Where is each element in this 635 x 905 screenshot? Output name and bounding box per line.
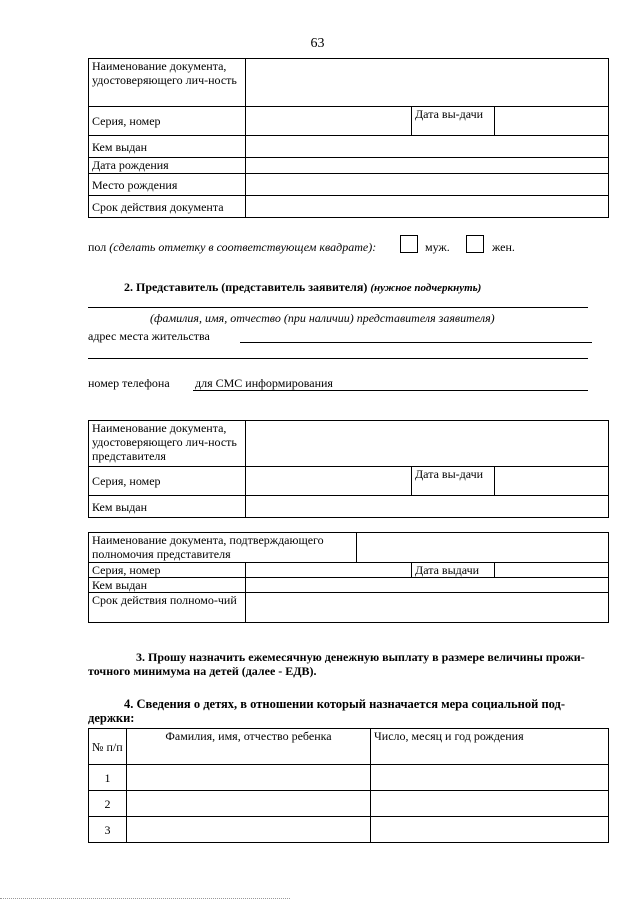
child-birth-field[interactable]	[371, 791, 609, 817]
col-number-header: № п/п	[89, 729, 127, 765]
phone-line[interactable]	[193, 390, 588, 391]
col-birth-header: Число, месяц и год рождения	[371, 729, 609, 765]
representative-document-table	[88, 420, 609, 518]
child-fio-field[interactable]	[127, 817, 371, 843]
authority-validity-label: Срок действия полномо-чий	[89, 593, 246, 623]
rep-series-number-field[interactable]	[246, 467, 412, 496]
table-row	[89, 765, 609, 791]
gender-label: пол	[88, 240, 107, 254]
section-3-line-1: 3. Прошу назначить ежемесячную денежную выплату в размере величины прожи-	[136, 650, 585, 664]
child-birth-field[interactable]	[371, 765, 609, 791]
authority-issued-by-field[interactable]	[246, 578, 609, 593]
section-2-hint: (нужное подчеркнуть)	[370, 282, 482, 294]
female-label: жен.	[492, 240, 515, 254]
authority-validity-field[interactable]	[246, 593, 609, 623]
row-number: 3	[89, 817, 127, 843]
series-number-label: Серия, номер	[89, 107, 246, 136]
representative-name-line[interactable]	[88, 307, 588, 308]
table-header-row	[89, 729, 609, 765]
document-name-label: Наименование документа, удостоверяющего лич-ность	[89, 59, 246, 107]
female-checkbox[interactable]	[466, 235, 484, 253]
authority-document-table	[88, 532, 609, 623]
document-validity-field[interactable]	[246, 196, 609, 218]
male-checkbox[interactable]	[400, 235, 418, 253]
page-number: 63	[310, 36, 325, 51]
gender-hint: (сделать отметку в соответствующем квадрате):	[109, 240, 377, 254]
table-row	[89, 791, 609, 817]
authority-issue-date-field[interactable]	[495, 563, 609, 578]
address-label: адрес места жительства	[88, 329, 210, 343]
children-table	[88, 728, 609, 843]
row-number: 2	[89, 791, 127, 817]
rep-issued-by-field[interactable]	[246, 496, 609, 518]
gender-row	[88, 240, 376, 254]
rep-issue-date-field[interactable]	[495, 467, 609, 496]
rep-issued-by-label: Кем выдан	[89, 496, 246, 518]
section-4-line-2: держки:	[88, 711, 135, 725]
authority-series-number-label: Серия, номер	[89, 563, 246, 578]
birth-date-field[interactable]	[246, 158, 609, 174]
child-birth-field[interactable]	[371, 817, 609, 843]
child-fio-field[interactable]	[127, 791, 371, 817]
rep-document-name-field[interactable]	[246, 421, 609, 467]
section-2-title: 2. Представитель (представитель заявителя)	[124, 280, 368, 294]
sms-label: для СМС информирования	[195, 376, 333, 390]
birth-place-field[interactable]	[246, 174, 609, 196]
section-3-line-2: точного минимума на детей (далее - ЕДВ).	[88, 664, 317, 678]
section-4-line-1: 4. Сведения о детях, в отношении который назначается мера социальной под-	[124, 697, 566, 711]
issue-date-field[interactable]	[495, 107, 609, 136]
table-row	[89, 817, 609, 843]
rep-issue-date-label: Дата вы-дачи	[412, 467, 495, 496]
authority-series-number-field[interactable]	[246, 563, 412, 578]
rep-document-name-label: Наименование документа, удостоверяющего лич-ность представителя	[89, 421, 246, 467]
applicant-document-table	[88, 58, 609, 218]
bottom-edge-line	[0, 898, 290, 899]
col-fio-header: Фамилия, имя, отчество ребенка	[127, 729, 371, 765]
birth-date-label: Дата рождения	[89, 158, 246, 174]
section-3-text	[88, 650, 593, 664]
section-2-heading	[124, 280, 481, 295]
representative-name-caption: (фамилия, имя, отчество (при наличии) представителя заявителя)	[150, 311, 495, 325]
authority-document-name-label: Наименование документа, подтверждающего полномочия представителя	[89, 533, 357, 563]
rep-series-number-label: Серия, номер	[89, 467, 246, 496]
authority-issue-date-label: Дата выдачи	[412, 563, 495, 578]
issue-date-label: Дата вы-дачи	[412, 107, 495, 136]
issued-by-label: Кем выдан	[89, 136, 246, 158]
birth-place-label: Место рождения	[89, 174, 246, 196]
male-label: муж.	[425, 240, 450, 254]
authority-document-name-field[interactable]	[357, 533, 609, 563]
document-name-field[interactable]	[246, 59, 609, 107]
phone-label: номер телефона	[88, 376, 170, 390]
address-line[interactable]	[240, 342, 592, 343]
address-line-2[interactable]	[88, 358, 588, 359]
authority-issued-by-label: Кем выдан	[89, 578, 246, 593]
issued-by-field[interactable]	[246, 136, 609, 158]
child-fio-field[interactable]	[127, 765, 371, 791]
series-number-field[interactable]	[246, 107, 412, 136]
document-validity-label: Срок действия документа	[89, 196, 246, 218]
row-number: 1	[89, 765, 127, 791]
